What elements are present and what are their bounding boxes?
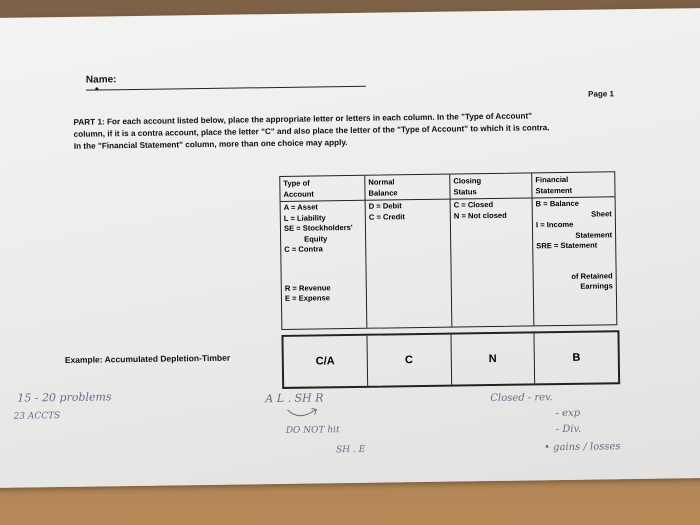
example-closing-cell: N	[451, 333, 535, 384]
type-of-account-header: Type of Account	[280, 178, 364, 202]
key-income-statement: Statement	[575, 229, 613, 240]
financial-statement-column	[532, 172, 616, 325]
financial-statement-header: Financial Statement	[532, 174, 614, 198]
handwriting-mid-1: A L . SH R	[265, 391, 324, 406]
key-debit: D = Debit	[368, 201, 402, 211]
page-number: Page 1	[588, 89, 614, 99]
handwriting-mid-2: DO NOT hit	[285, 425, 340, 436]
key-balance: B = Balance	[535, 198, 579, 209]
answer-key-table	[279, 171, 617, 330]
handwriting-mid-3: SH . E	[335, 444, 366, 456]
handwriting-right-4: • gains / losses	[543, 441, 621, 454]
instructions-line-2: column, if it is a contra account, place the letter "C" and also place the letter of the "Type of Account" to which it is contra.	[73, 123, 550, 139]
closing-status-column	[450, 173, 534, 326]
instructions	[73, 110, 573, 153]
name-line	[86, 86, 366, 91]
key-expense: E = Expense	[284, 293, 330, 303]
example-label: Example: Accumulated Depletion-Timber	[64, 352, 231, 365]
key-sheet: Sheet	[591, 208, 612, 219]
key-equity: Equity	[304, 233, 328, 244]
name-label: Name:	[85, 74, 117, 86]
key-sre: SRE = Statement	[536, 240, 598, 251]
bullet-mark: •	[94, 83, 99, 96]
type-of-account-column	[280, 176, 367, 329]
handwritten-arrow-icon	[285, 405, 325, 422]
key-stockholders: SE = Stockholders'	[283, 222, 353, 233]
example-balance-cell: C	[367, 335, 451, 386]
closing-status-header: Closing Status	[450, 175, 531, 199]
key-of-retained: of Retained	[571, 270, 613, 281]
key-revenue: R = Revenue	[284, 282, 331, 293]
instructions-line-1: PART 1: For each account listed below, place the appropriate letter or letters in each column. In the "Type of Account"	[73, 111, 533, 127]
key-income: I = Income	[535, 219, 574, 230]
instructions-line-3: In the "Financial Statement" column, more than one choice may apply.	[73, 138, 348, 151]
handwriting-right-3: - Div.	[555, 423, 582, 436]
key-credit: C = Credit	[368, 211, 405, 222]
key-closed: C = Closed	[453, 199, 494, 210]
example-answer-row	[281, 330, 620, 389]
handwriting-left-2: 23 ACCTS	[13, 411, 61, 422]
handwriting-left-1: 15 - 20 problems	[17, 390, 112, 405]
key-not-closed: N = Not closed	[453, 210, 507, 221]
handwriting-right-2: - exp	[555, 407, 581, 420]
handwriting-right-1: Closed - rev.	[490, 392, 553, 405]
normal-balance-header: Normal Balance	[365, 177, 449, 201]
key-earnings: Earnings	[580, 281, 613, 291]
example-statement-cell: B	[572, 351, 581, 364]
key-liability: L = Liability	[283, 212, 326, 223]
example-type-cell: C/A	[283, 336, 367, 387]
key-contra: C = Contra	[284, 244, 323, 254]
worksheet-page	[0, 8, 700, 488]
key-asset: A = Asset	[283, 202, 318, 212]
normal-balance-column	[365, 175, 452, 328]
